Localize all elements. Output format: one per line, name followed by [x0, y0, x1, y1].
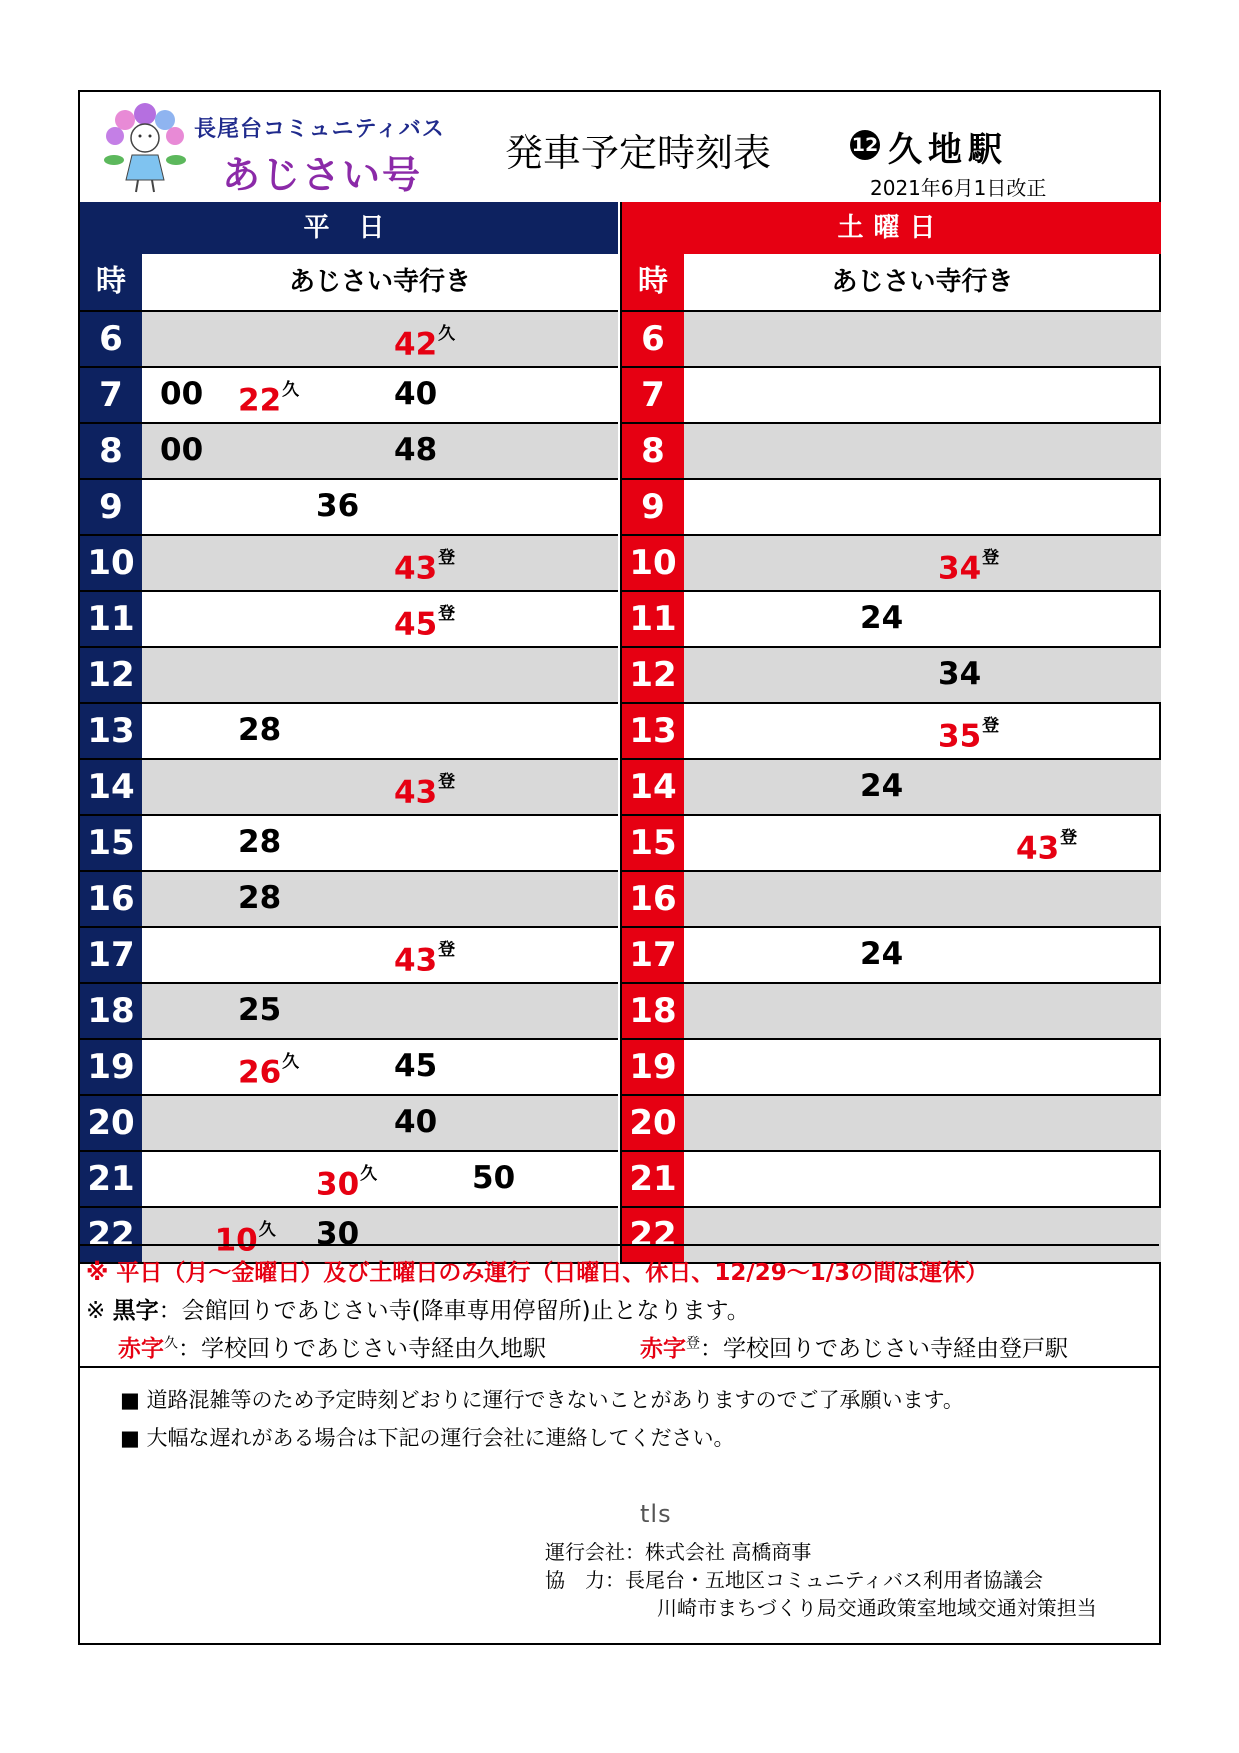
- hour-cell: 19: [80, 1040, 142, 1094]
- departure-minute: [860, 598, 903, 638]
- minute-value: 43: [394, 774, 438, 811]
- hour-cell: 8: [80, 424, 142, 478]
- hour-cell: 13: [622, 704, 684, 758]
- minutes-cell: [684, 760, 1161, 814]
- hour-cell: 17: [622, 928, 684, 982]
- minutes-cell: [684, 1152, 1161, 1206]
- departure-minute: [238, 990, 281, 1030]
- hour-row: [622, 872, 1161, 928]
- red-noborito-note: [640, 1330, 1068, 1363]
- red-text-key: 赤字: [118, 1336, 164, 1362]
- hour-cell: 15: [622, 816, 684, 870]
- stop-number-badge: 12: [850, 130, 880, 160]
- note-prefix: ※: [86, 1298, 113, 1324]
- route-mark: 久: [282, 1052, 300, 1072]
- hour-cell: 14: [80, 760, 142, 814]
- hour-cell: 9: [80, 480, 142, 534]
- minutes-cell: [142, 536, 618, 590]
- minutes-cell: [142, 760, 618, 814]
- hour-row: [622, 704, 1161, 760]
- minute-value: 25: [238, 992, 282, 1028]
- hour-cell: 18: [80, 984, 142, 1038]
- black-text-desc: ：会館回りであじさい寺(降車専用停留所)止となります。: [158, 1298, 750, 1324]
- hour-cell: 13: [80, 704, 142, 758]
- hour-row: [80, 368, 618, 424]
- header: [80, 92, 1159, 202]
- timetable-frame: [78, 90, 1161, 1645]
- logo-title: 長尾台コミュニティバス: [194, 117, 445, 142]
- minutes-cell: [684, 1096, 1161, 1150]
- hour-row: [80, 592, 618, 648]
- red-kuji-desc: ：学校回りであじさい寺経由久地駅: [178, 1336, 546, 1362]
- hour-cell: 12: [622, 648, 684, 702]
- departure-minute: [316, 1158, 377, 1204]
- minute-value: 26: [238, 1054, 282, 1091]
- hour-cell: 7: [80, 368, 142, 422]
- minutes-cell: [142, 312, 618, 366]
- minutes-cell: [142, 704, 618, 758]
- departure-minute: [238, 374, 299, 420]
- weekday-table: [80, 202, 618, 1264]
- minute-value: 43: [394, 550, 438, 587]
- hour-row: [80, 928, 618, 984]
- saturday-header: 土曜日: [622, 202, 1161, 254]
- hour-row: [80, 984, 618, 1040]
- hour-row: [622, 816, 1161, 872]
- route-mark: 久: [438, 324, 456, 344]
- departure-minute: [238, 878, 281, 918]
- hour-row: [622, 760, 1161, 816]
- hour-cell: 20: [622, 1096, 684, 1150]
- hour-cell: 22: [622, 1208, 684, 1262]
- cooperation-line: 協 力：長尾台・五地区コミュニティバス利用者協議会: [545, 1568, 1043, 1592]
- minutes-cell: [142, 648, 618, 702]
- minute-value: 45: [394, 606, 438, 643]
- minutes-cell: [684, 648, 1161, 702]
- hour-row: [80, 648, 618, 704]
- hour-row: [622, 928, 1161, 984]
- hour-cell: 11: [80, 592, 142, 646]
- route-mark: 登: [982, 716, 1000, 736]
- hour-row: [622, 592, 1161, 648]
- departure-minute: [860, 934, 903, 974]
- departure-minute: [394, 766, 455, 812]
- minute-value: 22: [238, 382, 282, 419]
- route-mark: 久: [282, 380, 300, 400]
- minute-value: 24: [860, 936, 904, 972]
- route-mark: 久: [258, 1220, 276, 1240]
- delay-notice: ■ 道路混雑等のため予定時刻どおりに運行できないことがありますのでご了承願います。: [120, 1388, 964, 1412]
- minute-value: 48: [394, 432, 438, 468]
- minutes-cell: [684, 368, 1161, 422]
- minute-value: 40: [394, 376, 438, 412]
- hour-cell: 18: [622, 984, 684, 1038]
- departure-minute: [394, 598, 455, 644]
- hour-row: [80, 424, 618, 480]
- minute-value: 28: [238, 712, 282, 748]
- minutes-cell: [142, 1152, 618, 1206]
- minute-value: 43: [394, 942, 438, 979]
- departure-minute: [394, 1102, 437, 1142]
- departure-minute: [238, 822, 281, 862]
- route-mark: 登: [438, 940, 456, 960]
- departure-minute: [238, 710, 281, 750]
- departure-minute: [394, 542, 455, 588]
- route-mark: 登: [438, 772, 456, 792]
- route-mark: 登: [1060, 828, 1078, 848]
- revision-date: 2021年6月1日改正: [870, 176, 1047, 200]
- minutes-cell: [142, 592, 618, 646]
- red-text-key: 赤字: [640, 1336, 686, 1362]
- minute-value: 28: [238, 880, 282, 916]
- minutes-cell: [684, 592, 1161, 646]
- saturday-table: [620, 202, 1161, 1264]
- departure-minute: [316, 486, 359, 526]
- info-section: [80, 1368, 1159, 1628]
- minute-value: 40: [394, 1104, 438, 1140]
- weekday-header: 平 日: [80, 202, 618, 254]
- minutes-cell: [684, 1040, 1161, 1094]
- destination-header: あじさい寺行き: [288, 267, 471, 297]
- hour-cell: 21: [622, 1152, 684, 1206]
- hour-cell: 9: [622, 480, 684, 534]
- minute-value: 34: [938, 550, 982, 587]
- hour-row: [622, 1096, 1161, 1152]
- hour-cell: 16: [622, 872, 684, 926]
- weekday-column-header: [80, 254, 618, 312]
- cooperation-line-2: 川崎市まちづくり局交通政策室地域交通対策担当: [657, 1596, 1097, 1620]
- hour-cell: 8: [622, 424, 684, 478]
- minute-value: 00: [160, 432, 204, 468]
- destination-header: あじさい寺行き: [831, 267, 1014, 297]
- contact-notice: ■ 大幅な遅れがある場合は下記の運行会社に連絡してください。: [120, 1426, 735, 1450]
- minutes-cell: [684, 424, 1161, 478]
- hour-cell: 22: [80, 1208, 142, 1262]
- hour-row: [80, 760, 618, 816]
- hour-cell: 7: [622, 368, 684, 422]
- departure-minute: [394, 430, 437, 470]
- service-days-note: ※ 平日（月～金曜日）及び土曜日のみ運行（日曜日、休日、12/29～1/3の間は運休）: [86, 1260, 989, 1286]
- hour-row: [622, 648, 1161, 704]
- departure-minute: [1016, 822, 1077, 868]
- minute-value: 50: [472, 1160, 516, 1196]
- hour-cell: 6: [622, 312, 684, 366]
- route-mark: 登: [438, 548, 456, 568]
- departure-minute: [160, 374, 203, 414]
- minute-value: 24: [860, 600, 904, 636]
- saturday-rows: [622, 312, 1161, 1264]
- departure-minute: [394, 318, 455, 364]
- minute-value: 10: [214, 1222, 258, 1259]
- stop-name: 久地駅: [888, 130, 1008, 170]
- minute-value: 34: [938, 656, 982, 692]
- hydrangea-girl-logo-icon: [100, 100, 190, 195]
- hour-row: [80, 816, 618, 872]
- minute-value: 30: [316, 1166, 360, 1203]
- minute-value: 30: [316, 1216, 360, 1252]
- minute-value: 43: [1016, 830, 1060, 867]
- hour-row: [622, 312, 1161, 368]
- minutes-cell: [142, 928, 618, 982]
- kuji-mark: 久: [164, 1335, 178, 1352]
- minutes-cell: [684, 312, 1161, 366]
- operator-logo: tls: [640, 1500, 672, 1528]
- minute-value: 24: [860, 768, 904, 804]
- hour-row: [80, 1096, 618, 1152]
- hour-row: [80, 872, 618, 928]
- minutes-cell: [142, 1096, 618, 1150]
- minutes-cell: [142, 424, 618, 478]
- minutes-cell: [142, 480, 618, 534]
- black-text-note: [86, 1292, 750, 1325]
- hour-row: [622, 1152, 1161, 1208]
- hour-cell: 12: [80, 648, 142, 702]
- hour-row: [80, 1152, 618, 1208]
- departure-minute: [394, 934, 455, 980]
- hour-row: [622, 1040, 1161, 1096]
- hour-cell: 20: [80, 1096, 142, 1150]
- minute-value: 42: [394, 326, 438, 363]
- hour-row: [622, 984, 1161, 1040]
- hour-cell: 10: [622, 536, 684, 590]
- minutes-cell: [142, 984, 618, 1038]
- departure-minute: [938, 542, 999, 588]
- hour-cell: 21: [80, 1152, 142, 1206]
- minute-value: 36: [316, 488, 360, 524]
- route-mark: 登: [982, 548, 1000, 568]
- notes: [80, 1244, 1159, 1368]
- departure-minute: [938, 710, 999, 756]
- hour-cell: 14: [622, 760, 684, 814]
- departure-minute: [394, 374, 437, 414]
- departure-minute: [238, 1046, 299, 1092]
- hour-cell: 16: [80, 872, 142, 926]
- minutes-cell: [684, 536, 1161, 590]
- minute-value: 28: [238, 824, 282, 860]
- minutes-cell: [142, 872, 618, 926]
- saturday-column-header: [622, 254, 1161, 312]
- minutes-cell: [142, 816, 618, 870]
- hour-cell: 19: [622, 1040, 684, 1094]
- route-mark: 久: [360, 1164, 378, 1184]
- hour-row: [80, 704, 618, 760]
- hour-row: [622, 424, 1161, 480]
- hour-cell: 6: [80, 312, 142, 366]
- departure-minute: [860, 766, 903, 806]
- minutes-cell: [684, 480, 1161, 534]
- hour-cell: 15: [80, 816, 142, 870]
- hour-row: [80, 480, 618, 536]
- hour-row: [80, 536, 618, 592]
- minutes-cell: [684, 984, 1161, 1038]
- hour-cell: 10: [80, 536, 142, 590]
- minutes-cell: [684, 928, 1161, 982]
- minute-value: 45: [394, 1048, 438, 1084]
- hour-cell: 11: [622, 592, 684, 646]
- red-kuji-note: [118, 1330, 546, 1363]
- minutes-cell: [142, 368, 618, 422]
- minutes-cell: [142, 1040, 618, 1094]
- red-noborito-desc: ：学校回りであじさい寺経由登戸駅: [700, 1336, 1068, 1362]
- hour-header: 時: [622, 254, 684, 310]
- minutes-cell: [684, 704, 1161, 758]
- departure-minute: [394, 1046, 437, 1086]
- hour-row: [622, 368, 1161, 424]
- hour-row: [622, 536, 1161, 592]
- hour-row: [80, 1040, 618, 1096]
- hour-row: [80, 312, 618, 368]
- departure-minute: [160, 430, 203, 470]
- hour-cell: 17: [80, 928, 142, 982]
- route-mark: 登: [438, 604, 456, 624]
- noborito-mark: 登: [686, 1335, 700, 1352]
- weekday-rows: [80, 312, 618, 1264]
- black-text-key: 黒字: [112, 1298, 159, 1324]
- minutes-cell: [684, 816, 1161, 870]
- hour-row: [622, 480, 1161, 536]
- minute-value: 00: [160, 376, 204, 412]
- hour-header: 時: [80, 254, 142, 310]
- logo-name: あじさい号: [222, 153, 423, 197]
- minute-value: 35: [938, 718, 982, 755]
- departure-minute: [938, 654, 981, 694]
- minutes-cell: [684, 872, 1161, 926]
- page-title: 発車予定時刻表: [505, 131, 772, 175]
- operator-line: 運行会社：株式会社 高橋商事: [545, 1540, 812, 1564]
- departure-minute: [472, 1158, 515, 1198]
